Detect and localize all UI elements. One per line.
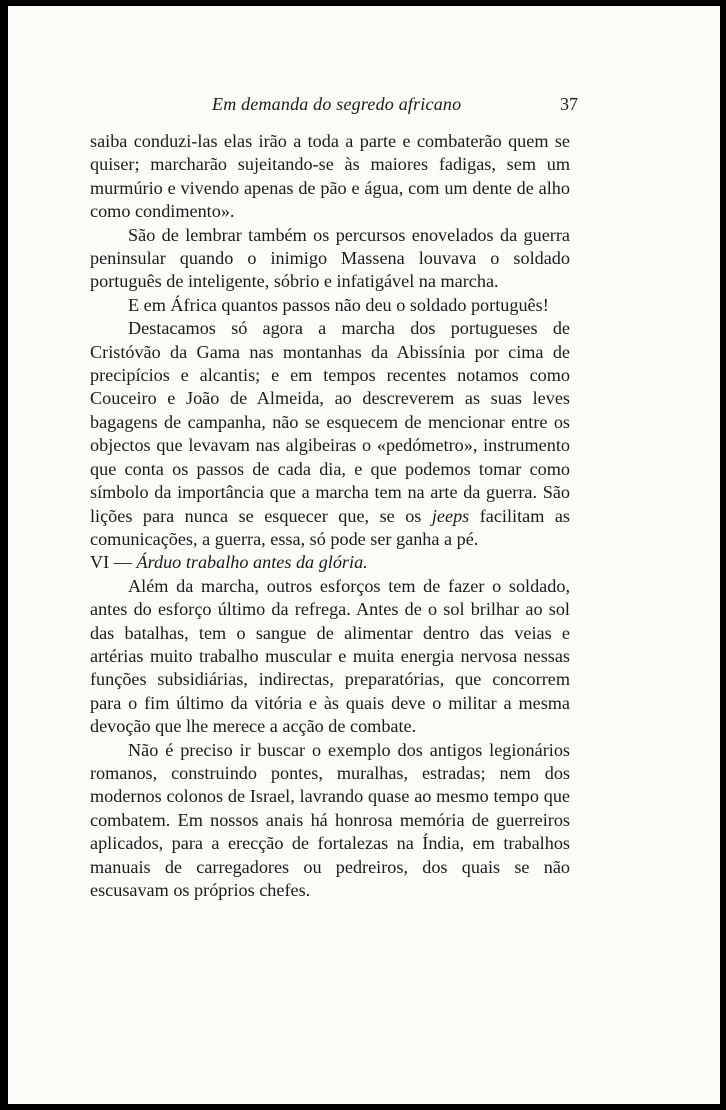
paragraph-4 — [90, 317, 570, 551]
section-number: VI — — [90, 552, 132, 573]
book-page — [8, 6, 720, 1104]
paragraph-1: saiba conduzi-las elas irão a toda a parte e combaterão quem se quiser; marcharão sujeitando-se às maiores fadigas, sem um murmúrio e vivendo apenas de pão e água, com um dente de alho como condimento». — [90, 131, 570, 222]
paragraph-6: Não é preciso ir buscar o exemplo dos antigos legionários romanos, construindo pontes, muralhas, estradas; nem dos modernos colonos de Israel, lavrando quase ao mesmo tempo que combatem. Em nossos anais há honrosa memória de guerreiros aplicados, para a erecção de fortalezas na Índia, em trabalhos manuais de carregadores ou pedreiros, dos quais se não escusavam os próprios chefes. — [90, 739, 570, 900]
body-text — [90, 130, 570, 902]
paragraph-4-end: facilitam as comunicações, a guerra, essa, só pode ser ganha a pé. — [90, 505, 570, 549]
paragraph-4-text: Destacamos só agora a marcha dos portugueses de Cristóvão da Gama nas montanhas da Abissínia por cima de precipícios e alcantis; e em tempos recentes notamos como Couceiro e João de Almeida, ao descreverem as suas leves bagagens de campanha, não se esquecem de mencionar entre os objectos que levavam nas algibeiras o «pedómetro», instrumento que conta os passos de cada dia, e que podemos tomar como símbolo da importância que a marcha tem na arte da guerra. São lições para nunca se esquecer que, se os — [90, 318, 570, 526]
section-title: Árduo trabalho antes da glória. — [136, 552, 368, 573]
paragraph-2: São de lembrar também os percursos enovelados da guerra peninsular quando o inimigo Massena louvava o soldado português de inteligente, sóbrio e infatigável na marcha. — [90, 224, 570, 292]
page-number: 37 — [560, 94, 578, 114]
italic-jeeps: jeeps — [431, 505, 470, 526]
paragraph-3: E em África quantos passos não deu o soldado português! — [128, 294, 549, 315]
section-heading — [90, 551, 570, 574]
paragraph-5: Além da marcha, outros esforços tem de fazer o soldado, antes do esforço último da refrega. Antes de o sol brilhar ao sol das batalhas, tem o sangue de alimentar dentro das veias e artérias muito trabalho muscular e muita energia nervosa nessas funções subsidiárias, indirectas, preparatórias, que concorrem para o fim último da vitória e às quais deve o militar a mesma devoção que lhe merece a acção de combate. — [90, 575, 570, 737]
running-title: Em demanda do segredo africano — [212, 94, 462, 114]
running-header — [100, 94, 578, 118]
